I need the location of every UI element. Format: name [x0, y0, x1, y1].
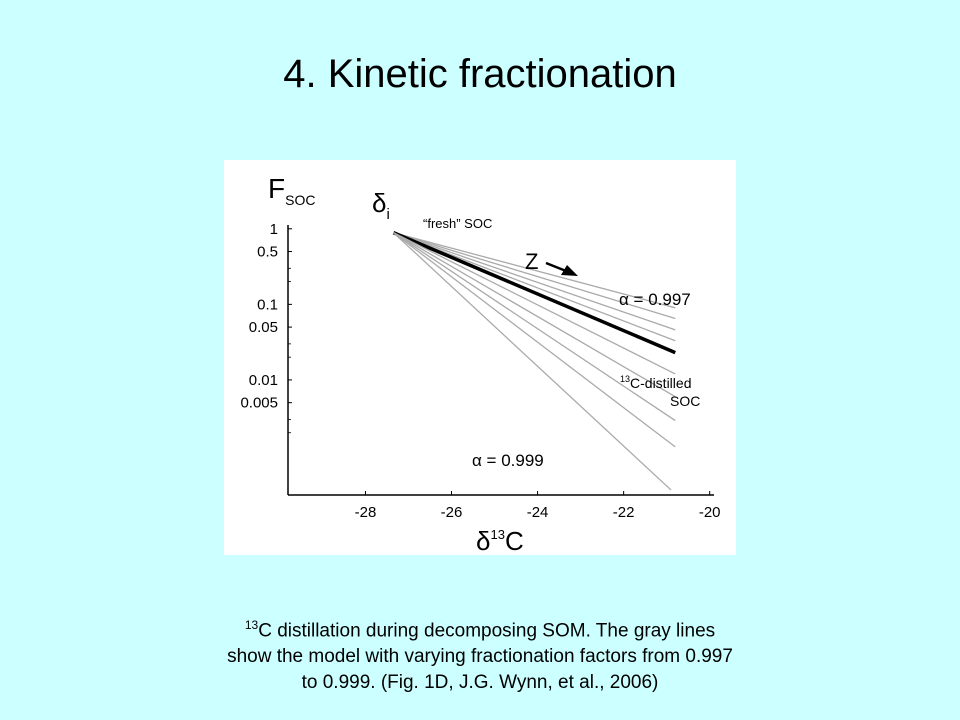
x-tick-label: -26 [440, 504, 463, 521]
fractionation-chart [224, 160, 736, 555]
x-tick-label: -24 [526, 504, 549, 521]
y-tick-label: 0.1 [257, 296, 278, 314]
caption-line-1: $^{13}$C distillation during decomposing SOM. The gray lines [244, 618, 716, 642]
y-tick-label: 0.5 [257, 243, 278, 261]
slide-title: 4. Kinetic fractionation [283, 52, 677, 96]
alpha-low-label: α = 0.999 [472, 451, 544, 470]
y-tick-label: 0.005 [240, 394, 278, 412]
fresh-soc-label: “fresh” SOC [423, 216, 493, 231]
x-tick-label: -28 [354, 504, 377, 521]
z-label: Z [525, 249, 539, 274]
figure-panel [224, 160, 736, 555]
x-tick-label: -20 [698, 504, 721, 521]
y-tick-label: 1 [269, 220, 278, 238]
delta-i-label: $\delta_i$ [372, 188, 390, 223]
caption-line-3: to 0.999. (Fig. 1D, J.G. Wynn, et al., 2006) [301, 672, 659, 694]
y-tick-label: 0.01 [248, 371, 278, 389]
x-tick-label: -22 [612, 504, 635, 521]
y-axis-label: $F_{SOC}$ [268, 173, 316, 208]
figure-caption [120, 612, 840, 696]
y-tick-label: 0.05 [248, 319, 278, 337]
distilled-soc-label-line1: $^{13}$C-distilled [620, 374, 692, 391]
x-axis-label: $\delta^{13}C$ [476, 526, 524, 555]
alpha-high-label: α = 0.997 [619, 290, 691, 309]
y-ticks [240, 221, 292, 433]
caption-line-2: show the model with varying fractionation factors from 0.997 [227, 646, 733, 668]
distilled-soc-label-line2: SOC [670, 393, 701, 409]
